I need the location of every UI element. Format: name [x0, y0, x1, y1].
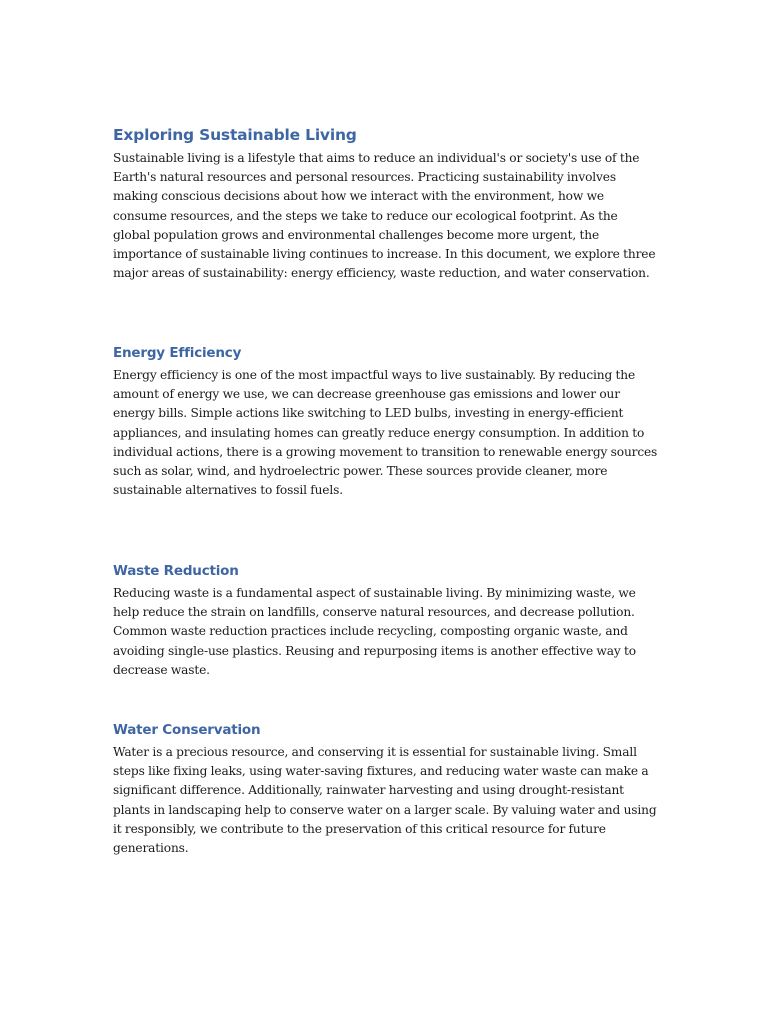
section-water-conservation	[113, 721, 658, 858]
energy-efficiency-paragraph: Energy efficiency is one of the most impactful ways to live sustainably. By reducing the amount of energy we use, we can decrease greenhouse gas emissions and lower our energy bills. Simple actions like switching to LED bulbs, investing in energy-efficient appliances, and insulating homes can greatly reduce energy consumption. In addition to individual actions, there is a growing movement to transition to renewable energy sources such as solar, wind, and hydroelectric power. These sources provide cleaner, more sustainable alternatives to fossil fuels.	[113, 368, 658, 498]
section-energy-efficiency	[113, 344, 658, 500]
intro-paragraph: Sustainable living is a lifestyle that aims to reduce an individual's or society's use of the Earth's natural resources and personal resources. Practicing sustainability involves making conscious decisions about how we interact with the environment, how we consume resources, and the steps we take to reduce our ecological footprint. As the global population grows and environmental challenges become more urgent, the importance of sustainable living continues to increase. In this document, we explore three major areas of sustainability: energy efficiency, waste reduction, and water conservation.	[113, 151, 656, 281]
section-heading-energy-efficiency: Energy Efficiency	[113, 345, 242, 361]
section-heading-water-conservation: Water Conservation	[113, 722, 261, 738]
document-title: Exploring Sustainable Living	[113, 126, 357, 144]
waste-reduction-paragraph: Reducing waste is a fundamental aspect of sustainable living. By minimizing waste, we help reduce the strain on landfills, conserve natural resources, and decrease pollution. Common waste reduction practices include recycling, composting organic waste, and avoiding single-use plastics. Reusing and repurposing items is another effective way to decrease waste.	[113, 586, 636, 677]
section-exploring-sustainable-living	[113, 126, 658, 283]
section-heading-waste-reduction: Waste Reduction	[113, 563, 239, 579]
section-waste-reduction	[113, 562, 658, 680]
water-conservation-paragraph: Water is a precious resource, and conserving it is essential for sustainable living. Small steps like fixing leaks, using water-saving fixtures, and reducing water waste can make a significant difference. Additionally, rainwater harvesting and using drought-resistant plants in landscaping help to conserve water on a larger scale. By valuing water and using it responsibly, we contribute to the preservation of this critical resource for future generations.	[113, 745, 657, 856]
